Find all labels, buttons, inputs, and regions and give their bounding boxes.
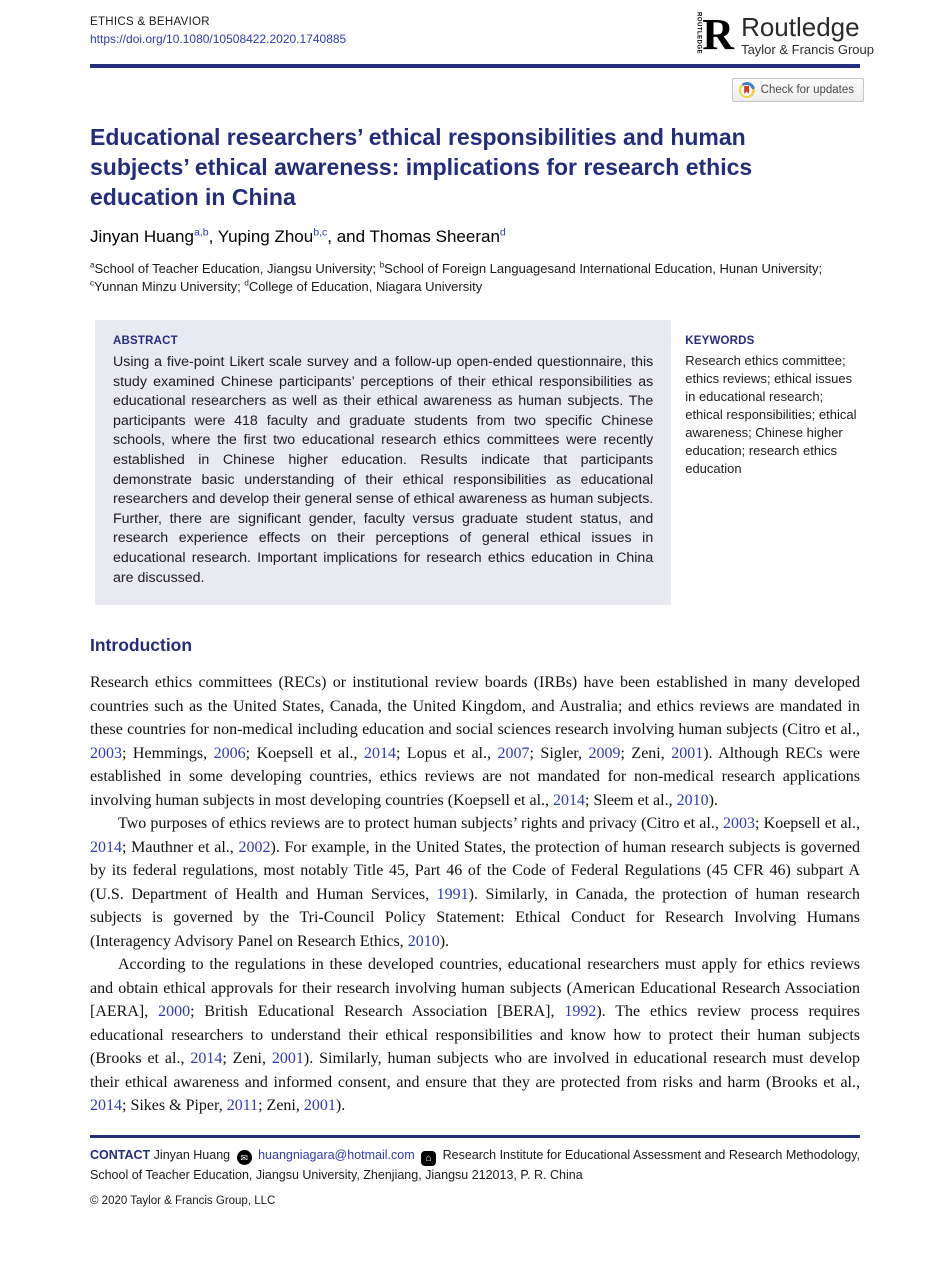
check-for-updates-button[interactable] bbox=[732, 78, 864, 102]
citation-link[interactable]: b,c bbox=[313, 226, 328, 239]
abstract-label: ABSTRACT bbox=[113, 335, 178, 347]
text-segment: College of Education, Niagara University bbox=[248, 279, 483, 294]
citation-link[interactable]: 2006 bbox=[213, 744, 246, 762]
text-segment: c bbox=[90, 278, 95, 288]
citation-link[interactable]: 2014 bbox=[190, 1050, 223, 1068]
citation-link[interactable]: 2009 bbox=[588, 744, 621, 762]
contact-name: Jinyan Huang bbox=[153, 1147, 231, 1162]
section-heading-introduction: Introduction bbox=[90, 635, 193, 656]
copyright: © 2020 Taylor & Francis Group, LLC bbox=[90, 1194, 276, 1207]
citation-link[interactable]: 2001 bbox=[271, 1050, 304, 1068]
text-segment: b bbox=[379, 260, 385, 270]
text-segment: School of Teacher Education, Jiangsu University; bbox=[94, 261, 380, 276]
routledge-r-icon: R bbox=[702, 10, 735, 59]
routledge-vertical-text: ROUTLEDGE bbox=[695, 12, 702, 55]
text-segment: ). Although RECs were established in some developing countries, ethics reviews are not mandated for non-medical research applications involving human subjects in most developing countries (Koepsell et al., bbox=[90, 744, 860, 809]
check-for-updates-label: Check for updates bbox=[760, 84, 854, 96]
text-segment: ). bbox=[335, 1097, 346, 1115]
routledge-logo bbox=[695, 10, 874, 60]
citation-link[interactable]: 2014 bbox=[90, 838, 122, 856]
footer-rule bbox=[90, 1135, 860, 1138]
text-segment: ; Sikes & Piper, bbox=[122, 1097, 227, 1115]
crossmark-icon bbox=[739, 82, 755, 98]
text-segment: ; Zeni, bbox=[258, 1097, 304, 1115]
text-segment: ). bbox=[439, 932, 450, 950]
journal-name: ETHICS & BEHAVIOR bbox=[90, 16, 210, 28]
citation-link[interactable]: 2001 bbox=[671, 744, 704, 762]
citation-link[interactable]: 2000 bbox=[158, 1003, 191, 1021]
keywords-box bbox=[685, 320, 860, 605]
institution-icon: ⌂ bbox=[421, 1151, 436, 1166]
text-segment: ). Similarly, human subjects who are involved in educational research must develop their ethical awareness and informed consent, and ensure that they are protected from risks and harm (Brooks et al., bbox=[90, 1050, 861, 1091]
text-segment: ; Zeni, bbox=[620, 744, 672, 762]
abstract-keywords-section bbox=[90, 320, 860, 605]
citation-link[interactable]: 2014 bbox=[90, 1097, 122, 1115]
citation-link[interactable]: 2014 bbox=[364, 744, 396, 762]
citation-link[interactable]: 1991 bbox=[436, 885, 469, 903]
text-segment: Yunnan Minzu University; bbox=[94, 279, 245, 294]
text-segment: d bbox=[244, 278, 249, 288]
body-paragraph-1 bbox=[90, 671, 860, 812]
text-segment: ; Koepsell et al., bbox=[755, 815, 860, 833]
text-segment: ; Zeni, bbox=[222, 1050, 272, 1068]
text-segment: ). For example, in the United States, the protection of human research subjects is governed by its federal regulations, most notably Title 45, Part 46 of the Code of Federal Regulations (45 CFR 46) subpart A (U.S. Department of Health and Human Services, bbox=[90, 838, 860, 903]
text-segment: ; Mauthner et al., bbox=[122, 838, 239, 856]
abstract-text: Using a five-point Likert scale survey and a follow-up open-ended questionnaire, this study examined Chinese participants’ perceptions of their ethical responsibilities as educational researchers as well as their ethical awareness as human subjects. The participants were 418 faculty and graduate students from two specific Chinese schools, where the first two educational research ethics committees were recently established in Chinese higher education. Results indicate that participants demonstrate basic understanding of their ethical responsibilities as educational researchers and develop their general sense of ethical awareness as human subjects. Further, there are significant gender, faculty versus graduate student status, and research experience effects on their perceptions of general ethical issues in educational research. Important implications for research ethics education in China are discussed. bbox=[113, 354, 654, 586]
citation-link[interactable]: d bbox=[499, 226, 506, 239]
routledge-logo-text bbox=[741, 10, 874, 57]
text-segment: Research ethics committees (RECs) or institutional review boards (IRBs) have been established in many developed countries such as the United States, Canada, the United Kingdom, and Australia; and ethics reviews are mandated in these countries for non-medical including education and social sciences research involving human subjects (Citro et al., bbox=[90, 674, 860, 739]
citation-link[interactable]: 2001 bbox=[303, 1097, 336, 1115]
citation-link[interactable]: 2010 bbox=[676, 791, 709, 809]
citation-link[interactable]: 2003 bbox=[90, 744, 122, 762]
text-segment: ). bbox=[708, 791, 718, 809]
citation-link[interactable]: 1992 bbox=[564, 1003, 597, 1021]
check-updates-row bbox=[90, 78, 864, 102]
citation-link[interactable]: 2003 bbox=[723, 815, 756, 833]
affiliations bbox=[90, 260, 860, 296]
text-segment: a bbox=[90, 260, 95, 270]
citation-link[interactable]: a,b bbox=[193, 226, 209, 239]
contact-line bbox=[90, 1146, 860, 1185]
text-segment: ; Hemmings, bbox=[122, 744, 214, 762]
citation-link[interactable]: 2002 bbox=[238, 838, 271, 856]
text-segment: ; Koepsell et al., bbox=[245, 744, 364, 762]
masthead bbox=[90, 0, 874, 60]
text-segment: ; Lopus et al., bbox=[396, 744, 498, 762]
email-icon: ✉ bbox=[237, 1150, 252, 1165]
authors-line bbox=[90, 227, 860, 247]
body-paragraph-3 bbox=[90, 953, 860, 1118]
text-segment: ). The ethics review process requires educational researchers to understand their ethical responsibilities and know how to protect their human subjects (Brooks et al., bbox=[90, 1003, 861, 1068]
citation-link[interactable]: 2007 bbox=[497, 744, 530, 762]
text-segment: , and Thomas Sheeran bbox=[327, 227, 500, 246]
body-paragraph-2 bbox=[90, 812, 860, 953]
text-segment: , Yuping Zhou bbox=[208, 227, 314, 246]
text-segment: ; Sigler, bbox=[529, 744, 589, 762]
citation-link[interactable]: 2014 bbox=[553, 791, 586, 809]
contact-label: CONTACT bbox=[90, 1147, 151, 1162]
header-rule bbox=[90, 64, 860, 68]
journal-block bbox=[90, 16, 346, 48]
keywords-text: Research ethics committee; ethics reviews; ethical issues in educational research; ethical responsibilities; ethical awareness; Chinese higher education; research ethics education bbox=[685, 353, 857, 476]
text-segment: ; British Educational Research Association [BERA], bbox=[190, 1003, 565, 1021]
page-footer bbox=[90, 1135, 860, 1207]
text-segment: ). Similarly, in Canada, the protection of human research subjects is governed by the Tri-Council Policy Statement: Ethical Conduct for Research Involving Humans (Interagency Advisory Panel on Research Ethics, bbox=[90, 885, 861, 950]
keywords-label: KEYWORDS bbox=[685, 335, 755, 347]
citation-link[interactable]: 2010 bbox=[407, 932, 440, 950]
routledge-name: Routledge bbox=[741, 12, 860, 42]
citation-link[interactable]: 2011 bbox=[226, 1097, 259, 1115]
contact-address: Research Institute for Educational Assessment and Research Methodology, School of Teacher Education, Jiangsu University, Zhenjiang, Jiangsu 212013, P. R. China bbox=[90, 1147, 860, 1183]
text-segment: Jinyan Huang bbox=[90, 227, 194, 246]
text-segment: According to the regulations in these developed countries, educational researchers must apply for ethics reviews and obtain ethical approvals for their research involving human subjects (American Educational Research Association [AERA], bbox=[90, 956, 860, 1021]
doi-link[interactable]: https://doi.org/10.1080/10508422.2020.1740885 bbox=[90, 32, 347, 46]
text-segment: School of Foreign Languagesand International Education, Hunan University; bbox=[384, 261, 823, 276]
text-segment: ; Sleem et al., bbox=[585, 791, 677, 809]
routledge-logo-mark bbox=[695, 10, 734, 60]
article-title: Educational researchers’ ethical responsibilities and human subjects’ ethical awareness: implications for research ethics education in China bbox=[90, 124, 753, 210]
text-segment: Two purposes of ethics reviews are to protect human subjects’ rights and privacy (Citro et al., bbox=[118, 815, 724, 833]
contact-email[interactable]: huangniagara@hotmail.com bbox=[258, 1147, 415, 1162]
taylor-francis-tagline: Taylor & Francis Group bbox=[741, 42, 874, 57]
abstract-box bbox=[95, 320, 671, 605]
